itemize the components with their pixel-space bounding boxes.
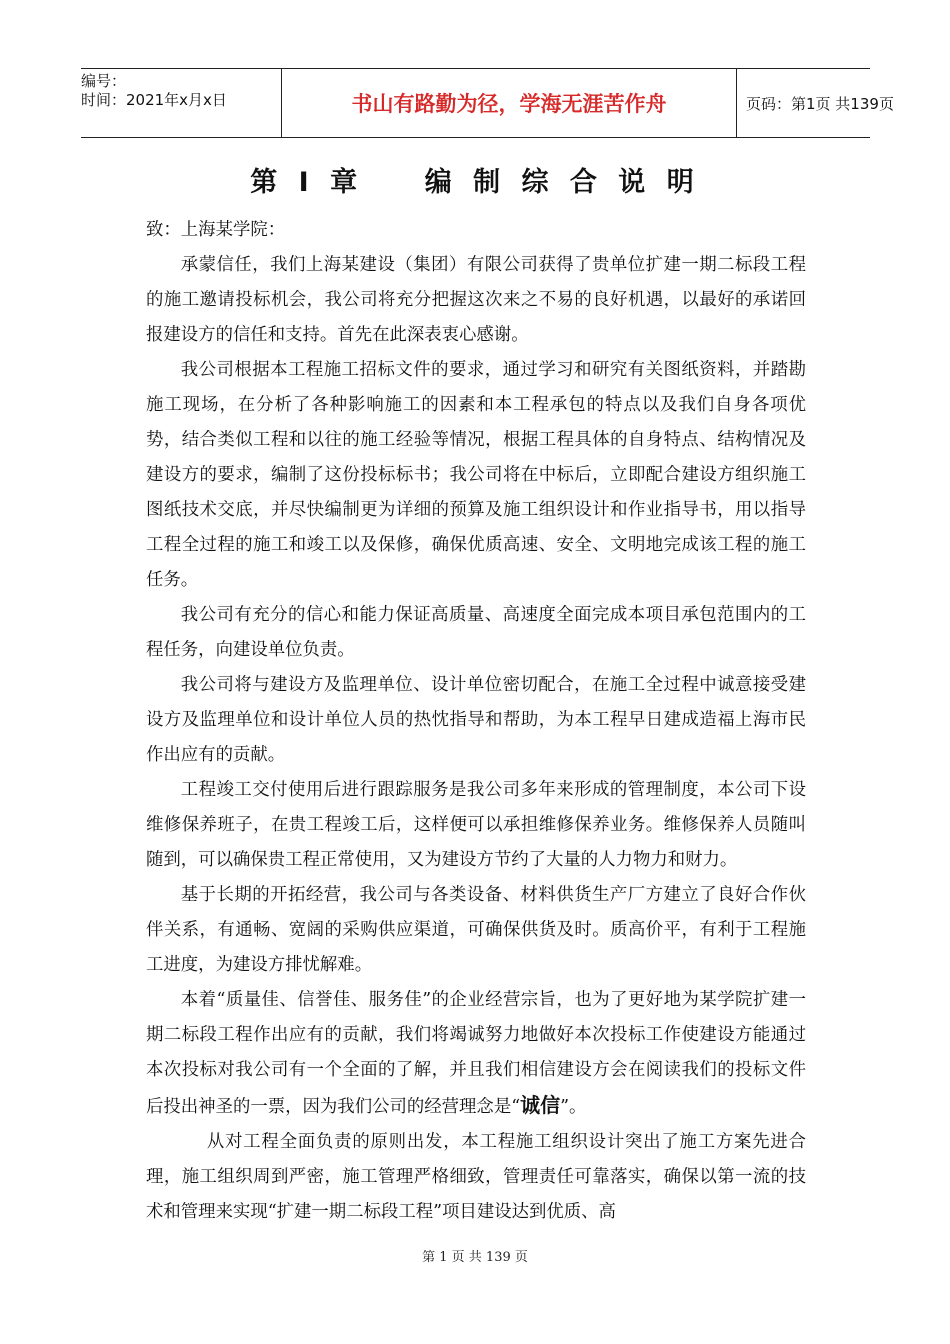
emphasis-integrity: 诚信 <box>520 1093 561 1117</box>
date-label: 时间：2021年x月x日 <box>81 91 227 109</box>
paragraph-6: 基于长期的开拓经营，我公司与各类设备、材料供货生产厂方建立了良好合作伙伴关系，有通畅、宽阔的采购供应渠道，可确保供货及时。质高价平，有利于工程施工进度，为建设方排忧解难。 <box>146 885 806 975</box>
serial-number-label: 编号： <box>81 72 127 90</box>
paragraph-7-text: 本着“质量佳、信誉佳、服务佳”的企业经营宗旨，也为了更好地为某学院扩建一期二标段工程作出应有的贡献，我们将竭诚努力地做好本次投标工作使建设方能通过本次投标对我公司有一个全面的了解，并且我们相信建设方会在阅读我们的投标文件后投出神圣的一票，因为我们公司的经营理念是“ <box>146 990 806 1117</box>
salutation: 致：上海某学院： <box>146 220 286 240</box>
page-number-label: 页码：第1页 共139页 <box>746 94 894 113</box>
chapter-title: 第 I 章 编 制 综 合 说 明 <box>250 167 700 198</box>
motto-text: 书山有路勤为径，学海无涯苦作舟 <box>351 92 667 116</box>
header-table <box>81 68 894 138</box>
header-motto-cell <box>281 69 737 137</box>
paragraph-1: 承蒙信任，我们上海某建设（集团）有限公司获得了贵单位扩建一期二标段工程的施工邀请投标机会，我公司将充分把握这次来之不易的良好机遇，以最好的承诺回报建设方的信任和支持。首先在此深表衷心感谢。 <box>146 255 806 345</box>
paragraph-5: 工程竣工交付使用后进行跟踪服务是我公司多年来形成的管理制度，本公司下设维修保养班子，在贵工程竣工后，这样便可以承担维修保养业务。维修保养人员随叫随到，可以确保贵工程正常使用，又为建设方节约了大量的人力物力和财力。 <box>146 780 806 870</box>
paragraph-7 <box>146 983 806 1125</box>
page-footer: 第 1 页 共 139 页 <box>422 1250 528 1265</box>
paragraph-4: 我公司将与建设方及监理单位、设计单位密切配合，在施工全过程中诚意接受建设方及监理单位和设计单位人员的热忱指导和帮助，为本工程早日建成造福上海市民作出应有的贡献。 <box>146 675 806 765</box>
document-body <box>146 213 806 1230</box>
paragraph-7-end: ”。 <box>560 1097 587 1117</box>
header-meta <box>81 69 281 137</box>
paragraph-3: 我公司有充分的信心和能力保证高质量、高速度全面完成本项目承包范围内的工程任务，向建设单位负责。 <box>146 605 806 660</box>
paragraph-2: 我公司根据本工程施工招标文件的要求，通过学习和研究有关图纸资料，并踏勘施工现场，在分析了各种影响施工的因素和本工程承包的特点以及我们自身各项优势，结合类似工程和以往的施工经验等情况，根据工程具体的自身特点、结构情况及建设方的要求，编制了这份投标标书；我公司将在中标后，立即配合建设方组织施工图纸技术交底，并尽快编制更为详细的预算及施工组织设计和作业指导书，用以指导工程全过程的施工和竣工以及保修，确保优质高速、安全、文明地完成该工程的施工任务。 <box>146 360 806 590</box>
paragraph-8: 从对工程全面负责的原则出发，本工程施工组织设计突出了施工方案先进合理，施工组织周到严密，施工管理严格细致，管理责任可靠落实，确保以第一流的技术和管理来实现“扩建一期二标段工程”项目建设达到优质、高 <box>146 1132 806 1222</box>
